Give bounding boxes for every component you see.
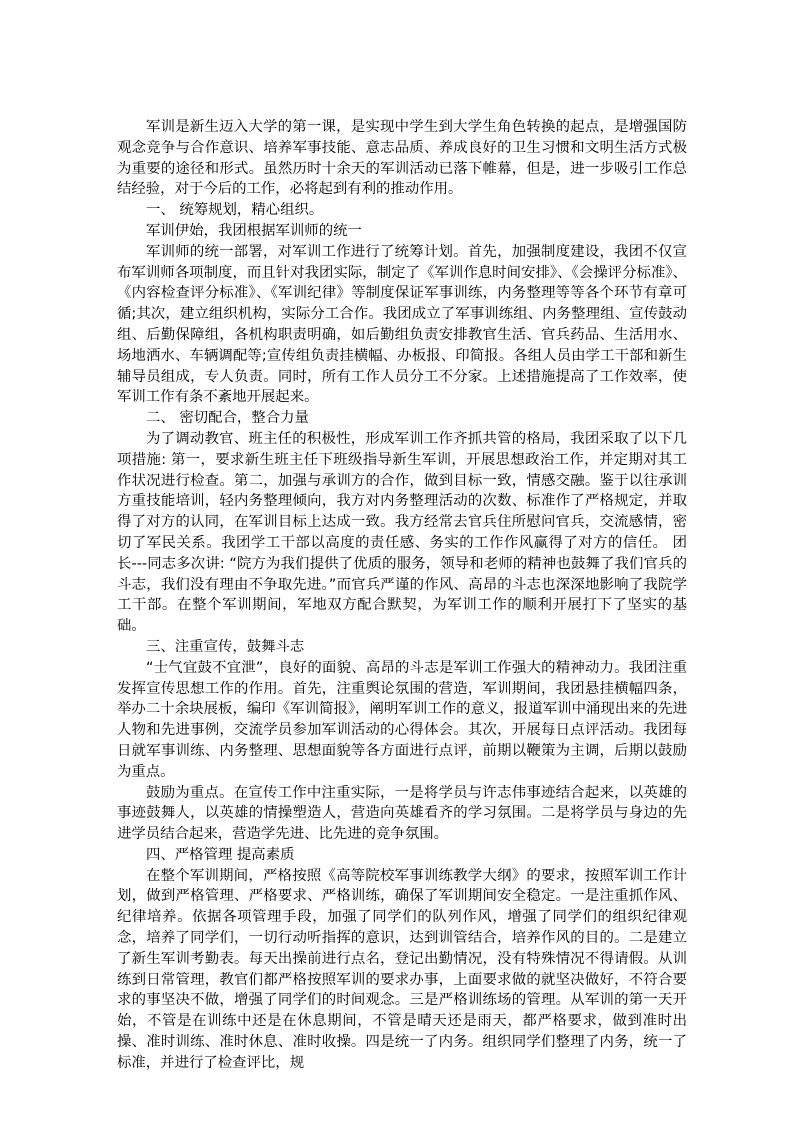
paragraph-text: “士气宜鼓不宜泄”，良好的面貌、高昂的斗志是军训工作强大的精神动力。我团注重发挥宣传思想工作的作用。首先，注重舆论氛围的营造，军训期间，我团悬挂横幅四条，举办二十余块展板，编印《军训简报》，阐明军训工作的意义，报道军训中涌现出来的先进人物和先进事例，交流学员参加军训活动的心得体会。其次，开展每日点评活动。我团每日就军事训练、内务整理、思想面貌等各方面进行点评，前期以鞭策为主调，后期以鼓励为重点。 [117,659,687,780]
document-page [117,117,687,1074]
paragraph-text: 军训师的统一部署，对军训工作进行了统筹计划。首先，加强制度建设，我团不仅宣布军训师各项制度，而且针对我团实际，制定了《军训作息时间安排》、《会操评分标准》、《内容检查评分标准》、《军训纪律》等制度保证军事训练，内务整理等等各个环节有章可循;其次，建立组织机构，实际分工合作。我团成立了军事训练组、内务整理组、宣传鼓动组、后勤保障组，各机构职责明确，如后勤组负责安排教官生活、官兵药品、生活用水、场地洒水、车辆调配等;宣传组负责挂横幅、办板报、印简报。各组人员由学工干部和新生辅导员组成，专人负责。同时，所有工作人员分工不分家。上述措施提高了工作效率，使军训工作有条不紊地开展起来。 [117,243,687,406]
section-heading-4: 四、严格管理 提高素质 [146,846,295,863]
section-heading-3: 三、注重宣传，鼓舞斗志 [146,638,305,655]
paragraph-text: 军训伊始，我团根据军训师的统一 [146,222,362,239]
section-heading-2: 二、 密切配合，整合力量 [146,410,309,427]
paragraph-text: 为了调动教官、班主任的积极性，形成军训工作齐抓共管的格局，我团采取了以下几项措施: 第一，要求新生班主任下班级指导新生军训，开展思想政治工作，并定期对其工作状况进行检查。第二，加强与承训方的合作，做到目标一致，情感交融。鉴于以往承训方重技能培训，轻内务整理倾向，我方对内务整理活动的次数、标准作了严格规定，并取得了对方的认同，在军训目标上达成一致。我方经常去官兵住所慰问官兵，交流感情，密切了军民关系。我团学工干部以高度的责任感、务实的工作作风赢得了对方的信任。 团长---同志多次讲: “院方为我们提供了优质的服务，领导和老师的精神也鼓舞了我们官兵的斗志，我们没有理由不争取先进。”而官兵严谨的作风、高昂的斗志也深深地影响了我院学工干部。在整个军训期间，军地双方配合默契，为军训工作的顺利开展打下了坚实的基础。 [117,430,687,635]
paragraph-text: 在整个军训期间，严格按照《高等院校军事训练教学大纲》的要求，按照军训工作计划，做到严格管理、严格要求、严格训练，确保了军训期间安全稳定。一是注重抓作风、纪律培养。依据各项管理手段，加强了同学们的队列作风，增强了同学们的组织纪律观念，培养了同学们，一切行动听指挥的意识，达到训管结合，培养作风的目的。二是建立了新生军训考勤表。每天出操前进行点名，登记出勤情况，没有特殊情况不得请假。从训练到日常管理，教官们都严格按照军训的要求办事，上面要求做的就坚决做好，不符合要求的事坚决不做，增强了同学们的时间观念。三是严格训练场的管理。从军训的第一天开始，不管是在训练中还是在休息期间，不管是晴天还是雨天，都严格要求，做到准时出操、准时训练、准时休息、准时收操。四是统一了内务。组织同学们整理了内务，统一了标准，并进行了检查评比，规 [117,867,687,1071]
section-heading-1: 一、 统筹规划，精心组织。 [146,202,324,219]
paragraph-text: 鼓励为重点。在宣传工作中注重实际，一是将学员与许志伟事迹结合起来，以英雄的事迹鼓舞人，以英雄的情操塑造人，营造向英雄看齐的学习氛围。二是将学员与身边的先进学员结合起来，营造学先进、比先进的竞争氛围。 [117,784,687,843]
paragraph-intro: 军训是新生迈入大学的第一课，是实现中学生到大学生角色转换的起点，是增强国防观念竞争与合作意识、培养军事技能、意志品质、养成良好的卫生习惯和文明生活方式极为重要的途径和形式。虽然历时十余天的军训活动已落下帷幕，但是，进一步吸引工作总结经验，对于今后的工作，必将起到有利的推动作用。 [117,119,687,198]
